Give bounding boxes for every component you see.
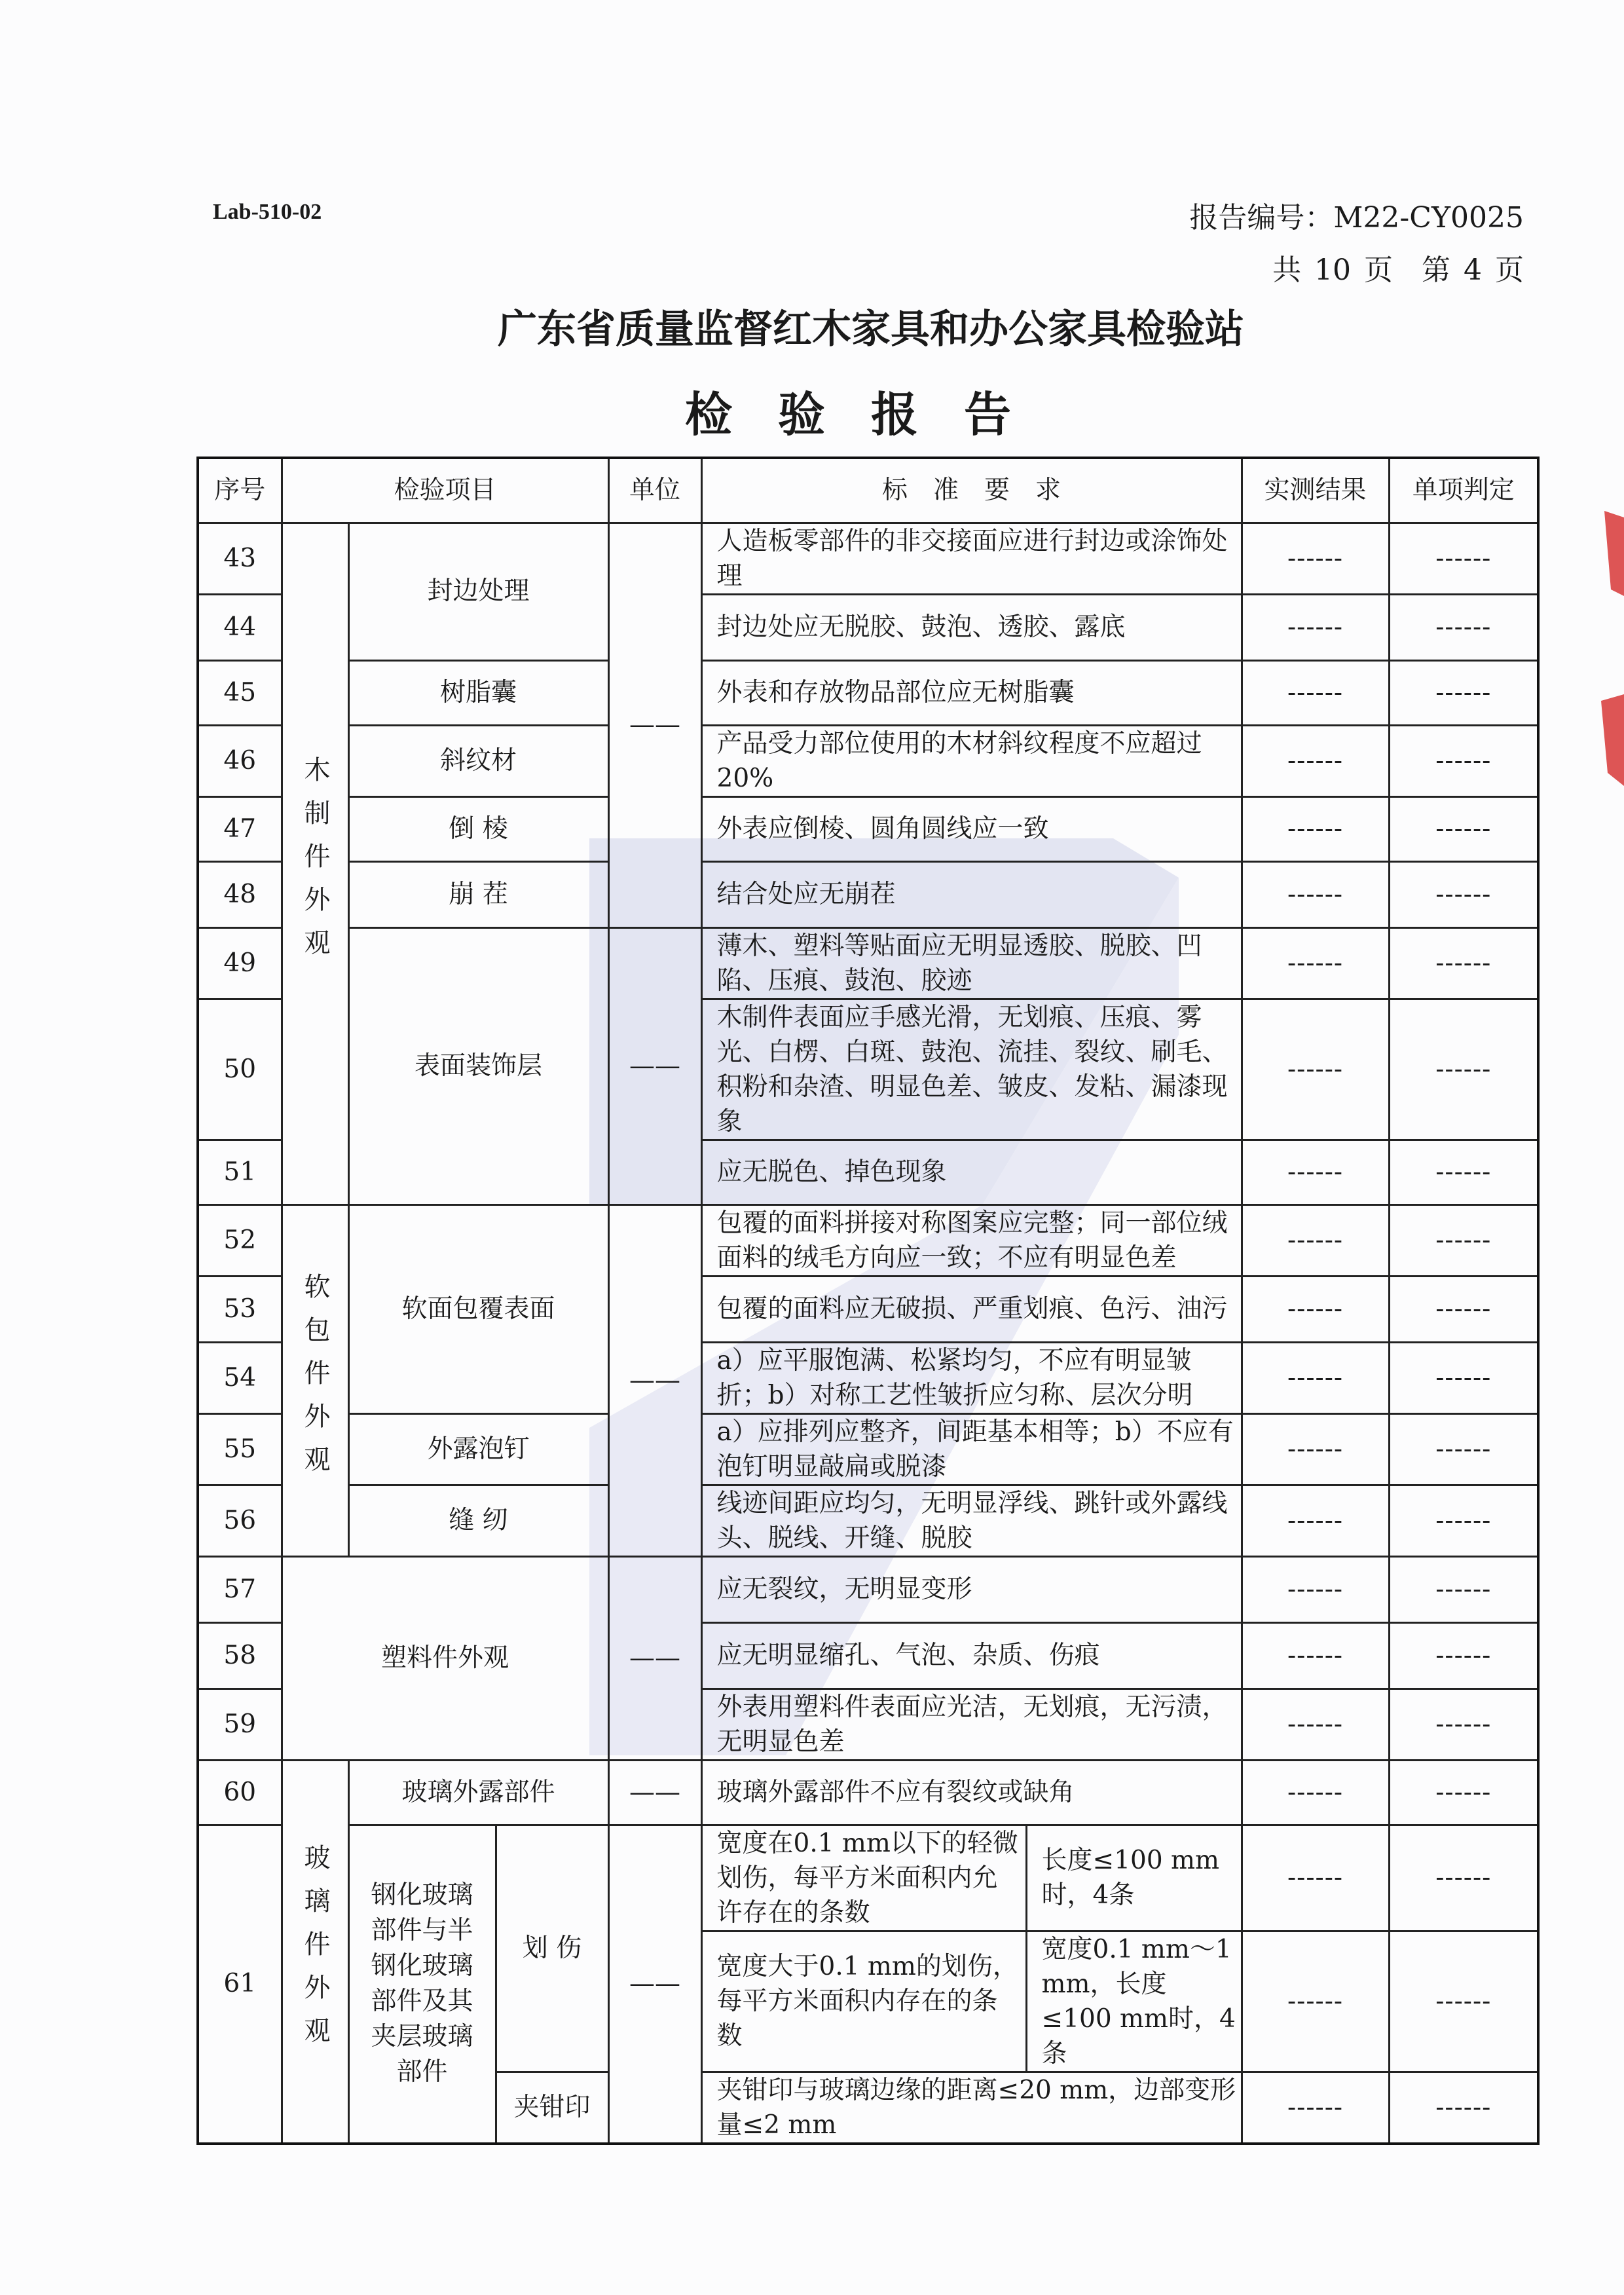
judgement: ------ <box>1389 2072 1538 2144</box>
result: ------ <box>1242 796 1389 861</box>
item-label: 斜纹材 <box>348 725 608 796</box>
group-wood: 木制件外观 <box>282 523 348 1204</box>
unit-cell: —— <box>608 1825 701 2144</box>
item-label: 崩 茬 <box>348 861 608 927</box>
table-row <box>198 1825 1538 1931</box>
judgement: ------ <box>1389 1689 1538 1760</box>
row-seq: 46 <box>198 725 282 796</box>
row-seq: 45 <box>198 660 282 725</box>
report-number: 报告编号：M22-CY0025 <box>1189 201 1524 234</box>
judgement: ------ <box>1389 999 1538 1140</box>
requirement: 线迹间距应均匀，无明显浮线、跳针或外露线头、脱线、开缝、脱胶 <box>701 1485 1242 1556</box>
unit-cell: —— <box>608 523 701 927</box>
table-row <box>198 1760 1538 1825</box>
requirement: 应无明显缩孔、气泡、杂质、伤痕 <box>701 1622 1242 1689</box>
table-row <box>198 861 1538 927</box>
header-requirement: 标 准 要 求 <box>701 458 1242 523</box>
judgement: ------ <box>1389 594 1538 660</box>
result: ------ <box>1242 1760 1389 1825</box>
table-row <box>198 1413 1538 1485</box>
header-unit: 单位 <box>608 458 701 523</box>
item-label: 封边处理 <box>348 523 608 660</box>
judgement: ------ <box>1389 1204 1538 1276</box>
row-seq: 44 <box>198 594 282 660</box>
result: ------ <box>1242 1140 1389 1204</box>
requirement: 应无裂纹，无明显变形 <box>701 1556 1242 1622</box>
requirement: 玻璃外露部件不应有裂纹或缺角 <box>701 1760 1242 1825</box>
table-row <box>198 1204 1538 1276</box>
group-soft: 软包件外观 <box>282 1204 348 1556</box>
item-label: 树脂囊 <box>348 660 608 725</box>
requirement: 产品受力部位使用的木材斜纹程度不应超过20% <box>701 725 1242 796</box>
requirement-limit: 宽度0.1 mm～1 mm，长度≤100 mm时，4条 <box>1026 1931 1242 2072</box>
row-seq: 58 <box>198 1622 282 1689</box>
judgement: ------ <box>1389 927 1538 999</box>
requirement: 宽度在0.1 mm以下的轻微划伤，每平方米面积内允许存在的条数 <box>701 1825 1026 1931</box>
result: ------ <box>1242 1556 1389 1622</box>
table-row <box>198 523 1538 594</box>
form-code: Lab-510-02 <box>213 200 322 224</box>
requirement: a）应排列应整齐，间距基本相等；b）不应有泡钉明显敲扁或脱漆 <box>701 1413 1242 1485</box>
table-row <box>198 927 1538 999</box>
item-label: 缝 纫 <box>348 1485 608 1556</box>
item-label: 玻璃外露部件 <box>348 1760 608 1825</box>
result: ------ <box>1242 660 1389 725</box>
requirement: 外表和存放物品部位应无树脂囊 <box>701 660 1242 725</box>
result: ------ <box>1242 1931 1389 2072</box>
row-seq: 51 <box>198 1140 282 1204</box>
unit-cell: —— <box>608 1760 701 1825</box>
judgement: ------ <box>1389 1825 1538 1931</box>
row-seq: 43 <box>198 523 282 594</box>
judgement: ------ <box>1389 660 1538 725</box>
requirement: 人造板零部件的非交接面应进行封边或涂饰处理 <box>701 523 1242 594</box>
judgement: ------ <box>1389 796 1538 861</box>
result: ------ <box>1242 1825 1389 1931</box>
table-row <box>198 660 1538 725</box>
red-stamp-fragment <box>1591 511 1624 786</box>
result: ------ <box>1242 1204 1389 1276</box>
row-seq: 48 <box>198 861 282 927</box>
row-seq: 50 <box>198 999 282 1140</box>
requirement: 封边处应无脱胶、鼓泡、透胶、露底 <box>701 594 1242 660</box>
header-row <box>198 458 1538 523</box>
judgement: ------ <box>1389 1556 1538 1622</box>
requirement: 薄木、塑料等贴面应无明显透胶、脱胶、凹陷、压痕、鼓泡、胶迹 <box>701 927 1242 999</box>
result: ------ <box>1242 1485 1389 1556</box>
judgement: ------ <box>1389 1140 1538 1204</box>
result: ------ <box>1242 1622 1389 1689</box>
header-item: 检验项目 <box>282 458 608 523</box>
unit-cell: —— <box>608 1204 701 1556</box>
header-judgement: 单项判定 <box>1389 458 1538 523</box>
judgement: ------ <box>1389 725 1538 796</box>
unit-cell: —— <box>608 1556 701 1760</box>
row-seq: 54 <box>198 1342 282 1413</box>
result: ------ <box>1242 861 1389 927</box>
item-label: 倒 棱 <box>348 796 608 861</box>
judgement: ------ <box>1389 1622 1538 1689</box>
result: ------ <box>1242 927 1389 999</box>
row-seq: 49 <box>198 927 282 999</box>
row-seq: 53 <box>198 1276 282 1342</box>
judgement: ------ <box>1389 1342 1538 1413</box>
group-plastic: 塑料件外观 <box>282 1556 608 1760</box>
result: ------ <box>1242 1342 1389 1413</box>
table-row <box>198 725 1538 796</box>
result: ------ <box>1242 594 1389 660</box>
requirement: 木制件表面应手感光滑，无划痕、压痕、雾光、白楞、白斑、鼓泡、流挂、裂纹、刷毛、积粉和杂渣、明显色差、皱皮、发粘、漏漆现象 <box>701 999 1242 1140</box>
row-seq: 57 <box>198 1556 282 1622</box>
judgement: ------ <box>1389 1413 1538 1485</box>
table-row <box>198 1556 1538 1622</box>
requirement: 外表应倒棱、圆角圆线应一致 <box>701 796 1242 861</box>
result: ------ <box>1242 1413 1389 1485</box>
judgement: ------ <box>1389 861 1538 927</box>
sub-item-label: 夹钳印 <box>496 2072 608 2144</box>
item-label: 表面装饰层 <box>348 927 608 1204</box>
row-seq: 47 <box>198 796 282 861</box>
result: ------ <box>1242 725 1389 796</box>
row-seq: 59 <box>198 1689 282 1760</box>
result: ------ <box>1242 1276 1389 1342</box>
group-glass: 玻璃件外观 <box>282 1760 348 2144</box>
row-seq: 52 <box>198 1204 282 1276</box>
requirement: 包覆的面料应无破损、严重划痕、色污、油污 <box>701 1276 1242 1342</box>
judgement: ------ <box>1389 523 1538 594</box>
judgement: ------ <box>1389 1931 1538 2072</box>
judgement: ------ <box>1389 1485 1538 1556</box>
sub-item-label: 划 伤 <box>496 1825 608 2072</box>
header-seq: 序号 <box>198 458 282 523</box>
row-seq: 55 <box>198 1413 282 1485</box>
requirement: a）应平服饱满、松紧均匀，不应有明显皱折；b）对称工艺性皱折应匀称、层次分明 <box>701 1342 1242 1413</box>
requirement: 宽度大于0.1 mm的划伤，每平方米面积内存在的条数 <box>701 1931 1026 2072</box>
item-label: 外露泡钉 <box>348 1413 608 1485</box>
row-seq: 56 <box>198 1485 282 1556</box>
item-label: 钢化玻璃部件与半钢化玻璃部件及其夹层玻璃部件 <box>348 1825 496 2144</box>
table-row <box>198 796 1538 861</box>
result: ------ <box>1242 999 1389 1140</box>
unit-cell: —— <box>608 927 701 1204</box>
requirement: 结合处应无崩茬 <box>701 861 1242 927</box>
result: ------ <box>1242 2072 1389 2144</box>
row-seq: 60 <box>198 1760 282 1825</box>
requirement: 包覆的面料拼接对称图案应完整；同一部位绒面料的绒毛方向应一致；不应有明显色差 <box>701 1204 1242 1276</box>
requirement: 外表用塑料件表面应光洁，无划痕，无污渍，无明显色差 <box>701 1689 1242 1760</box>
inspection-table <box>196 457 1540 2145</box>
row-seq: 61 <box>198 1825 282 2144</box>
page-count: 共 10 页 第 4 页 <box>1272 253 1524 287</box>
requirement: 夹钳印与玻璃边缘的距离≤20 mm，边部变形量≤2 mm <box>701 2072 1242 2144</box>
requirement-limit: 长度≤100 mm时，4条 <box>1026 1825 1242 1931</box>
table-row <box>198 1485 1538 1556</box>
judgement: ------ <box>1389 1276 1538 1342</box>
result: ------ <box>1242 1689 1389 1760</box>
header-result: 实测结果 <box>1242 458 1389 523</box>
result: ------ <box>1242 523 1389 594</box>
requirement: 应无脱色、掉色现象 <box>701 1140 1242 1204</box>
organization-title: 广东省质量监督红木家具和办公家具检验站 <box>498 307 1244 352</box>
item-label: 软面包覆表面 <box>348 1204 608 1413</box>
report-title: 检验报告 <box>684 386 1057 442</box>
judgement: ------ <box>1389 1760 1538 1825</box>
